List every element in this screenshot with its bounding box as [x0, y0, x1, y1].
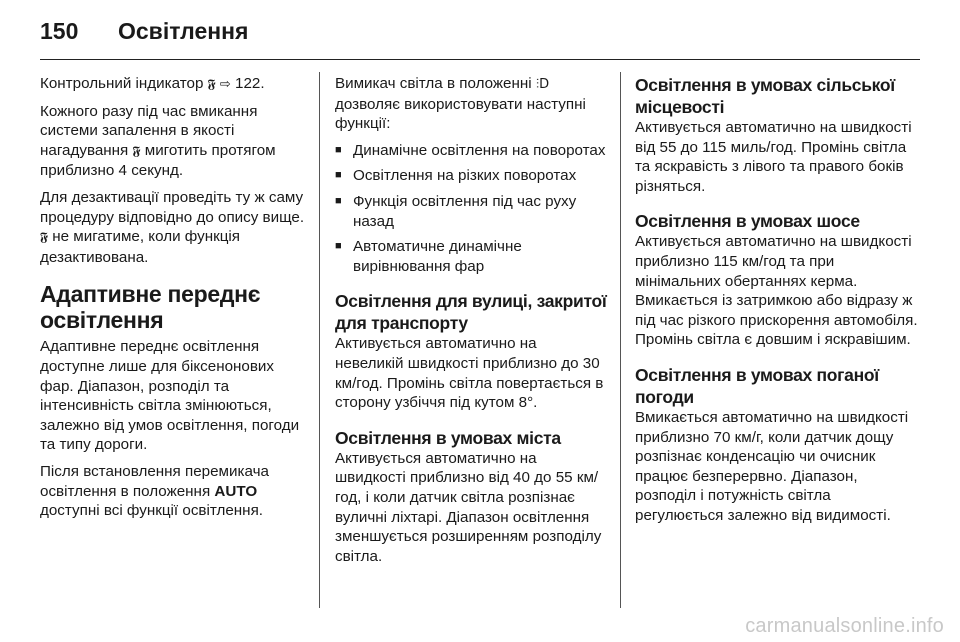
page-title: Освітлення: [118, 18, 249, 44]
paragraph-indicator-ref: Контрольний індикатор 𝕱 ⇨ 122.: [40, 75, 265, 92]
list-item: ■ Автоматичне динамічне вирівнювання фар: [335, 237, 607, 276]
subheading-country: Освітлення в умовах сільської місцевості: [635, 75, 895, 117]
list-item: ■ Динамічне освітлення на поворотах: [335, 141, 607, 161]
list-item: ■ Функція освітлення під час руху назад: [335, 192, 607, 231]
headlight-indicator-icon: 𝕱: [40, 230, 48, 246]
paragraph-reminder: Кожного разу під час вмикання системи запалення в якості нагадування 𝕱 миготить протягом приблизно 4 секунд.: [40, 102, 276, 180]
auto-label: AUTO: [214, 482, 258, 500]
paragraph-adaptive-intro: Адаптивне переднє освітлення доступне лише для біксенонових фар. Діапазон, розподіл та інтенсивність світла змінюються, залежно від умов освітлення, погоди та типу дороги.: [40, 338, 300, 454]
subheading-city: Освітлення в умовах міста: [335, 427, 561, 448]
paragraph-switch-intro: Вимикач світла в положенні ⫶D дозволяє використовувати наступні функції:: [335, 75, 586, 133]
watermark: carmanualsonline.info: [745, 615, 944, 637]
adaptive-light-switch-icon: ⫶D: [535, 77, 550, 92]
paragraph-deactivation: Для дезактивації проведіть ту ж саму процедуру відповідно до опису вище. 𝕱 не мигатиме, коли функція дезактивована.: [40, 188, 305, 266]
column-divider-right: [620, 72, 621, 608]
column-right: [635, 74, 920, 533]
function-list: [335, 141, 607, 277]
paragraph-closed-street: Активується автоматично на невеликій швидкості приблизно до 30 км/год. Промінь світла повертається в сторону узбіччя під кутом 8°.: [335, 335, 604, 412]
paragraph-country: Активується автоматично на швидкості від 55 до 115 миль/год. Промінь світла та яскравість з лівого та правого боків різняться.: [635, 119, 912, 195]
page-number: 150: [40, 18, 79, 44]
page-reference-link[interactable]: 122.: [235, 75, 265, 92]
header-rule: [40, 59, 920, 60]
headlight-indicator-icon: 𝕱: [132, 143, 141, 159]
column-divider-left: [319, 72, 320, 608]
subheading-closed-street: Освітлення для вулиці, закритої для транспорту: [335, 291, 607, 334]
paragraph-motorway: Активується автоматично на швидкості приблизно 115 км/год та при мінімальних обертаннях керма. Вмикається із затримкою або відразу ж під час різкого прискорення автомобіля. Промінь світла є довшим і яскравішим.: [635, 233, 918, 349]
page-reference-arrow-icon: ⇨: [219, 77, 231, 92]
headlight-indicator-icon: 𝕱: [207, 77, 216, 92]
column-left: [40, 74, 308, 528]
paragraph-city: Активується автоматично на швидкості приблизно від 40 до 55 км/год, і коли датчик світла розпізнає вуличні ліхтарі. Діапазон освітлення зменшується розширенням розподілу світла.: [335, 449, 602, 565]
subheading-bad-weather: Освітлення в умовах поганої погоди: [635, 364, 879, 407]
column-middle: [335, 74, 607, 573]
section-heading-adaptive-lighting: Адаптивне переднє освітлення: [40, 281, 261, 334]
page-header: [40, 12, 920, 52]
paragraph-bad-weather: Вмикається автоматично на швидкості приблизно 70 км/г, коли датчик дощу розпізнає конденсацію чи очисник працює безперервно. Діапазон, розподіл і потужність світла регулюється залежно від видимості.: [635, 408, 909, 524]
subheading-motorway: Освітлення в умовах шосе: [635, 211, 860, 232]
paragraph-auto-position: Після встановлення перемикача освітлення в положення AUTO доступні всі функції освітлення.: [40, 462, 269, 520]
list-item: ■ Освітлення на різких поворотах: [335, 166, 607, 186]
